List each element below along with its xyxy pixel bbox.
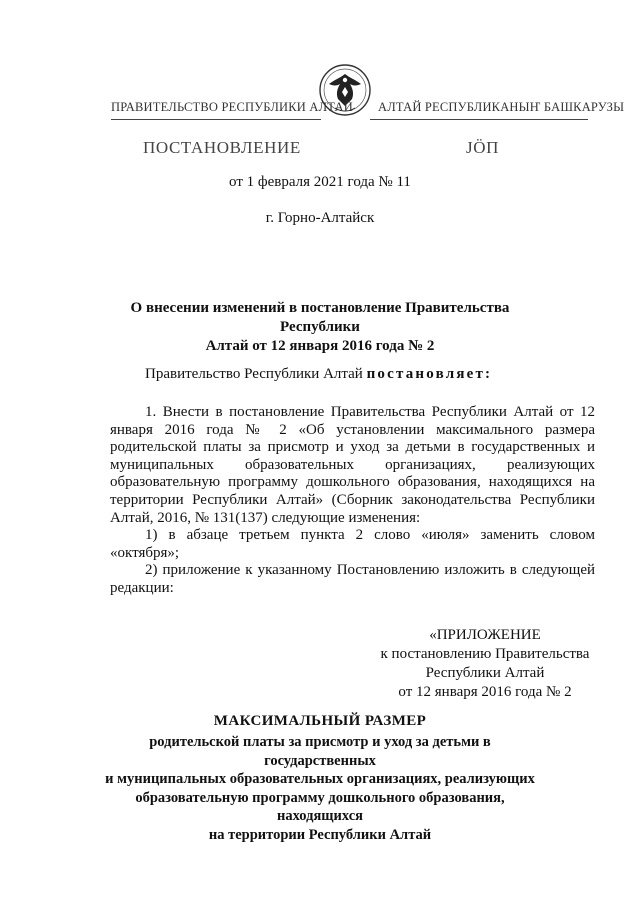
document-city: г. Горно-Алтайск: [265, 210, 375, 226]
doc-type-alt: ЈӦП: [466, 138, 499, 157]
paragraph-3: 2) приложение к указанному Постановлению изложить в следующей редакции:: [110, 562, 595, 596]
paragraph-2: 1) в абзаце третьем пункта 2 слово «июля» заменить словом «октября»;: [110, 527, 595, 561]
document-date: от 1 февраля 2021 года № 11: [229, 174, 411, 190]
appendix-title: МАКСИМАЛЬНЫЙ РАЗМЕР: [213, 713, 427, 729]
header-divider-left: [111, 119, 321, 120]
resolution-intro: [145, 366, 492, 383]
appendix-subtitle: [100, 733, 540, 844]
appendix-line-4: от 12 января 2016 года № 2: [398, 684, 572, 700]
paragraph-1: 1. Внести в постановление Правительства Республики Алтай от 12 января 2016 года № 2 «Об установлении максимального размера родительской платы за присмотр и уход за детьми в государственных и муниципальных образовательных организациях, реализующих образовательную программу дошкольного образования, находящихся на территории Республики Алтай» (Сборник законодательства Республики Алтай, 2016, № 131(137) следующие изменения:: [110, 404, 595, 526]
appendix-subtitle-line-1: родительской платы за присмотр и уход за детьми в государственных: [149, 734, 491, 769]
appendix-subtitle-line-2: и муниципальных образовательных организациях, реализующих: [105, 771, 535, 787]
appendix-subtitle-line-4: на территории Республики Алтай: [208, 826, 432, 843]
intro-subject: Правительство Республики Алтай: [145, 366, 367, 382]
header-divider-right: [370, 119, 588, 120]
appendix-line-1: «ПРИЛОЖЕНИЕ: [429, 627, 541, 643]
document-title: [100, 299, 540, 356]
doc-type-ru: ПОСТАНОВЛЕНИЕ: [143, 138, 301, 157]
document-body: [110, 404, 595, 598]
document-title-line-2: Алтай от 12 января 2016 года № 2: [205, 338, 435, 354]
appendix-subtitle-line-3: образовательную программу дошкольного образования, находящихся: [135, 789, 505, 824]
document-title-line-1: О внесении изменений в постановление Правительства Республики: [130, 300, 510, 335]
appendix-block: [360, 626, 610, 702]
header-org-ru: ПРАВИТЕЛЬСТВО РЕСПУБЛИКИ АЛТАЙ: [111, 100, 353, 114]
intro-verb: постановляет:: [366, 366, 493, 382]
appendix-line-3: Республики Алтай: [425, 665, 545, 681]
appendix-line-2: к постановлению Правительства: [380, 646, 590, 662]
header-org-alt: АЛТАЙ РЕСПУБЛИКАНЫҤ БАШКАРУЗЫ: [378, 100, 625, 114]
